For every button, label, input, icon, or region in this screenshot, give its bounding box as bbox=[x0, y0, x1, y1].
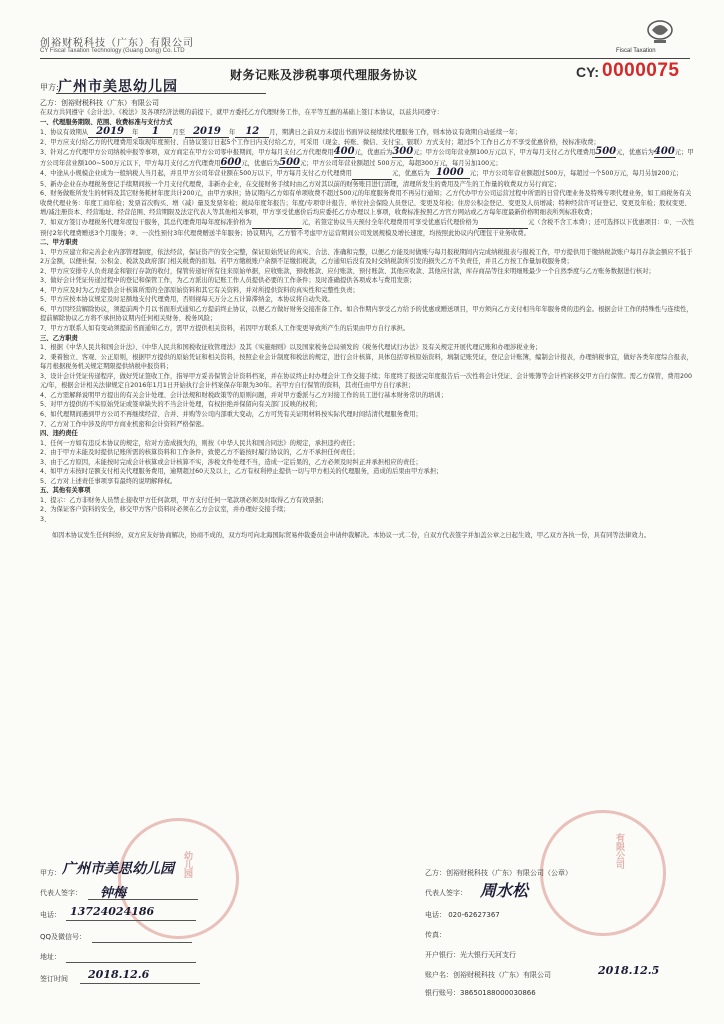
clause-5-1: 1、提示：乙方非财务人员禁止接收甲方任何款项，甲方支付任何一笔款项必须及时取得乙方有效票据； bbox=[40, 496, 328, 504]
sig-b-label: 乙方：创裕财税科技（广东）有限公司（公章） bbox=[425, 869, 572, 877]
sig-b-account-no: 银行账号：38650188000030866 bbox=[425, 989, 536, 997]
end-year: 2019 bbox=[185, 127, 229, 138]
text: 元；甲方公司年营业额超过 500万元，每超300万元，每月另加100元； bbox=[299, 159, 502, 167]
text: 元，优惠后为 bbox=[241, 159, 280, 167]
text: 3、针对乙方代理甲方公司纳税申报等事项，双方商定在甲方公司零申报期间，甲方每月支付乙方代理费用 bbox=[40, 149, 334, 157]
clause-3-7: 7、乙方对工作中涉及的甲方商业机密和会计资料严格保密。 bbox=[40, 420, 208, 428]
intro: 在双方共同遵守《会计法》、《税法》及各项经济法规的前提下，就甲方委托乙方代理财务工作，在平等互惠的基础上签订本协议，以兹共同遵守： bbox=[40, 109, 443, 116]
text: 月至 bbox=[172, 129, 185, 137]
party-b: 乙方：创裕财税科技（广东）有限公司 bbox=[40, 99, 159, 107]
text: 元，优惠后为 bbox=[616, 149, 654, 157]
sig-a-rep-line bbox=[88, 899, 198, 900]
sig-a-label: 甲方： bbox=[40, 869, 61, 877]
clause-3-3: 3、设计会计凭证传递程序，做好凭证签收工作，指导甲方妥善保管会计资料档案，并在协议终止时办理会计工作交接手续；年度终了报送完年度报告后一次性将会计凭证、会计账簿等会计档案移交甲方自行保管。需乙方保管，费用200元/年，根据会计相关法律规定自2016年1月1日开始执行会计档案保存年限为30年。若甲方自行保管的资料，其责任由甲方自行承担； bbox=[40, 372, 693, 390]
clause-2-6: 6、甲方因经营解除协议，须提前两个月以书面形式通知乙方提前终止协议，以便乙方做好财务交接准备工作。如合作期内享受乙方给予的优惠或赠送项目，甲方须向乙方支付相当年年服务费的违约金。根据会计工作的特殊性与连续性，提前解除协议乙方将不承担协议期内任何相关财务、税务风险； bbox=[40, 305, 693, 323]
clause-2-7: 7、甲方方联系人如有变动须提前书面通知乙方，需甲方提供相关资料，若因甲方联系人工作变更导致所产生的后果由甲方自行承担。 bbox=[40, 325, 410, 333]
seal-text: 有限公司 bbox=[614, 833, 624, 869]
sig-a-phone: 13724024186 bbox=[70, 905, 155, 918]
clause-2-2: 2、甲方应安排专人负责现金和银行存款的收付，保管传递好所有往来原始单据，应收账款，预收账款、应付账款、预付账款、其他应收款、其他应付款，库存商品等往来明细账最少一个自然季度与乙方账务数据进行核对； bbox=[40, 267, 655, 275]
party-a-label: 甲方: bbox=[40, 83, 59, 92]
clause-1-7 bbox=[40, 218, 695, 238]
text: 元；甲方公司年营业额100~500万元以下，甲方每月支付乙方代理费用 bbox=[40, 149, 694, 167]
sig-a-date-line bbox=[80, 983, 200, 984]
clause-1-3 bbox=[40, 147, 695, 168]
sig-b-rep: 周水松 bbox=[480, 881, 529, 900]
start-year: 2019 bbox=[88, 127, 132, 138]
clause-5-3: 3、 bbox=[40, 515, 51, 523]
sig-a-qq-label: QQ及微信号： bbox=[40, 933, 87, 941]
text: 1、协议有效期从 bbox=[40, 129, 89, 137]
start-month: 1 bbox=[138, 127, 172, 138]
clause-3-1: 1、根据《中华人民共和国会计法》、《中华人民共和国税收征收管理法》及其《实施细则》以及国家税务总局颁发的《税务代理试行办法》及有关规定开展代理记账和办理涉税业务； bbox=[40, 344, 542, 352]
sig-a-phone-line bbox=[66, 920, 196, 921]
clause-1-5: 5、新办企业在办理税务登记手续期间按一个月支付代理费，非新办企业，在交接财务手续时由乙方对其以前的财务账目进行清理，清理所发生的费用及产生的工作量的收费双方另行商定； bbox=[40, 180, 561, 188]
sig-b-account-name: 账户名：创裕财税科技（广东）有限公司 bbox=[425, 971, 551, 979]
clause-3-2: 2、秉着独立、客观、公正原则，根据甲方提供的原始凭证和相关资料，按照企业会计制度和税法的规定，进行会计核算，具体包括审核原始资料，填制记账凭证，登记会计账簿，编制会计报表，办理纳税事宜，做好各类年度综合报表，每月根据税务机关规定期限提供纳税申报资料； bbox=[40, 353, 693, 371]
text: 月，期满日之前双方未提出书面异议视续续代理服务工作，则本协议有效期自动延续一年； bbox=[269, 129, 522, 137]
clause-2-3: 3、做好会计凭证传递过程中的登记和保管工作，为乙方派出的记账工作人员提供必要的工作条件；及时准确提供各项成本与费用发票； bbox=[40, 277, 416, 285]
clause-3-4: 4、乙方需解释说明甲方提出的有关会计处理、会计法规和财税政策等的原则问题，并对甲方委派与乙方对接工作的员工进行基本财务常识的培训； bbox=[40, 391, 448, 399]
clause-1-6: 6、财务做账所发生的材料及其它财务耗材年度共计200元，由甲方承担；协议期内乙方如有单项收费不超过500元的年度服务费用不再另行通知；乙方代办甲方公司运营过程中所需的日常代理业务及特殊专项代理业务，如工商税务有关收费代理业务：年度工商年检；发票首次购买、增（减）量及发票年检；税局年度年报告；年度/专项审计报告、单位社会保险人员登记、变更及年检；住房公积金登记、变更及人员增减；特种经营许可证登记、变更及年检；股权变更、增/减注册资本、经营地址、经营范围、经营期限及法定代表人等其他相关事项，甲方享受优惠价后均应委托乙方办理以上事项，收费标准按照乙方官方网站或乙方每年度最新价格明细表所列标准收费； bbox=[40, 190, 692, 217]
clause-3-5: 5、对甲方提供的不实原始凭证或签章缺失的不当会计处理，有权拒绝并保留向有关部门反映的权利； bbox=[40, 401, 322, 409]
sig-a-name: 广州市美思幼儿园 bbox=[62, 861, 174, 877]
clause-2-1: 1、甲方应建立和完善企业内部管理制度，依法经营，保证资产的安全完整，保证原始凭证的真实、合法、准确和完整，以便乙方能及时做账与每月报税期间内完成纳税报表与报税工作，甲方提供用于缴纳税款账户每月存款金额应不低于2万金额，以便社保、公积金、税款及政府部门相关税费的扣划。若甲方缴税账户余额不足缴扣税款，乙方通知后没有及时交纳税款所引发的损失乙方不负责任，并且乙方按工作量加收服务费； bbox=[40, 248, 693, 266]
text: 4、中途从小规模企业成为一般纳税人当月起，并且甲方公司年营业额在500万以下，甲方每月支付乙方代理费用 bbox=[40, 170, 352, 178]
contract-number: 0000075 bbox=[602, 60, 680, 81]
party-a-underline bbox=[56, 93, 266, 94]
sig-b-rep-label: 代表人签字： bbox=[425, 889, 467, 897]
sig-b-date: 2018.12.5 bbox=[598, 964, 660, 977]
company-logo-icon bbox=[640, 18, 680, 48]
clause-2-5: 5、甲方应按本协议规定及时足额地支付代理费用，否则视每天万分之五计算滞纳金，本协议将自动失效。 bbox=[40, 296, 334, 304]
fee-zero-std: 400 bbox=[333, 146, 355, 158]
company-name: 创裕财税科技（广东）有限公司 bbox=[40, 38, 194, 49]
fee-small-disc: 400 bbox=[653, 146, 675, 158]
annual-disc-fee bbox=[478, 218, 528, 229]
document-title: 财务记账及涉税事项代理服务协议 bbox=[230, 68, 418, 82]
party-a-name: 广州市美思幼儿园 bbox=[58, 79, 178, 95]
sig-a-date: 2018.12.6 bbox=[88, 968, 150, 981]
text: 年 bbox=[228, 129, 236, 137]
fee-general-disc: 1000 bbox=[430, 168, 470, 179]
closing-paragraph: 如因本协议发生任何纠纷，双方应友好协商解决，协商不成的，双方均可向北海国际贸易仲裁委员会申请仲裁解决。本协议一式二份，自双方代表签字并加盖公章之日起生效，甲乙双方各执一份，具有同等法律效力。 bbox=[52, 531, 651, 539]
text: 元；甲方公司年营业额100万元以下，甲方每月支付乙方代理费用 bbox=[413, 149, 596, 157]
fee-small-std: 500 bbox=[595, 146, 617, 158]
sig-b-phone: 电话： 020-62627367 bbox=[425, 911, 500, 919]
text: 元，优惠后为 bbox=[391, 170, 430, 178]
clause-1-2: 2、甲方应支付给乙方的代理费用采取现年度预付、自协议签订日起5个工作日内支付给乙方，可采用（现金、转账、微信、支付宝、银联）方式支付；超过5个工作日乙方不享受优惠价格，按标准收费； bbox=[40, 138, 600, 146]
sig-a-rep: 钟梅 bbox=[100, 886, 127, 901]
end-month: 12 bbox=[235, 127, 269, 138]
section-4-title: 四、违约责任 bbox=[40, 430, 78, 438]
text: 元，优惠后为 bbox=[354, 149, 393, 157]
clause-4-4: 4、如甲方未按时足额支付相关代理服务费用，逾期超过60天及以上，乙方有权利停止提供一切与甲方相关的代理服务，造成的后果由甲方承担； bbox=[40, 468, 443, 476]
sig-b-bank: 开户银行：光大银行天河支行 bbox=[425, 951, 516, 959]
text: 年 bbox=[132, 129, 139, 137]
sig-a-phone-label: 电话： bbox=[40, 911, 61, 919]
section-5-title: 五、其他有关事项 bbox=[40, 487, 91, 495]
logo-caption: Fiscal Taxation bbox=[616, 48, 656, 54]
fee-zero-disc: 300 bbox=[392, 146, 414, 158]
fee-mid-std: 600 bbox=[220, 156, 242, 168]
section-3-title: 三、乙方职责 bbox=[40, 334, 78, 342]
annual-std-fee bbox=[252, 218, 302, 229]
sig-a-addr-line bbox=[66, 962, 196, 963]
section-2-title: 二、甲方职责 bbox=[40, 239, 78, 247]
section-1-title: 一、代理服务期限、范围、收费标准与支付方式 bbox=[40, 118, 173, 126]
text: 元；甲方公司年营业额超过500万，每超过一个500万元，每月另加200元； bbox=[469, 170, 683, 178]
clause-2-4: 4、甲方应及时为乙方提供会计核算所需的全部原始资料和其它有关资料，并对所提供资料的真实性和完整性负责； bbox=[40, 286, 359, 294]
clause-1-4 bbox=[40, 168, 695, 180]
sig-a-rep-label: 代表人签字： bbox=[40, 889, 82, 897]
company-name-en: CY Fiscal Taxation Technology (Guang Dong) Co. LTD bbox=[40, 48, 185, 54]
clause-4-5: 5、乙方对上述责任事项享有最终的说明解释权。 bbox=[40, 477, 177, 485]
contract-body bbox=[40, 108, 695, 540]
fee-mid-disc: 500 bbox=[279, 156, 300, 168]
seal-text: 幼儿园 bbox=[182, 851, 192, 878]
header-divider bbox=[40, 58, 690, 59]
clause-4-3: 3、由于乙方原因，未能按时完成会计核算或会计核算不实，涉税文件处理不当，造成一定后果的，乙方必须及时纠正并承担相应的责任； bbox=[40, 458, 422, 466]
clause-5-2: 2、为保证客户资料的安全，移交甲方客户资料时必须在乙方会议室，并办理好交接手续； bbox=[40, 506, 290, 514]
sig-a-date-label: 签订时间 bbox=[40, 975, 68, 983]
contract-label: CY: bbox=[576, 64, 600, 80]
clause-4-1: 1、任何一方如有违反本协议的规定，给对方造成损失的，则按《中华人民共和国合同法》的规定，承担违约责任； bbox=[40, 439, 359, 447]
text: 7、如双方签订办理税务代理年度包干服务，其总代理费用每年度标准价格为 bbox=[40, 219, 252, 227]
clause-1-1 bbox=[40, 127, 695, 138]
text: 元（含税不含工本费）；还可选择以下优惠项目：①、一次性预付2年代理费赠送3个月服务；②、一次性预付3年代理费赠送半年服务；协议期内，乙方暂不考虑甲方运营期间公司发展规模及增长速度，均按照此协议内代理包干业务收费。 bbox=[40, 219, 695, 237]
sig-a-qq-line bbox=[92, 942, 192, 943]
clause-4-2: 2、由于甲方未能及时提供记账所需的核算资料和工作条件，致使乙方不能按时履行协议的，乙方不承担任何责任； bbox=[40, 449, 359, 457]
fee-general-std bbox=[352, 169, 392, 180]
clause-3-6: 6、如代理期间遇到甲方公司不再继续经营、合并、并购等公司内部重大变动，乙方可凭有关证明材料按实际代理时间结清代理服务费用； bbox=[40, 410, 422, 418]
text: 元，若签定协议当天预付全年代理费用可享受优惠后代理价格为 bbox=[301, 219, 479, 227]
sig-b-fax: 传真： bbox=[425, 931, 446, 939]
sig-a-addr-label: 地址： bbox=[40, 953, 61, 961]
